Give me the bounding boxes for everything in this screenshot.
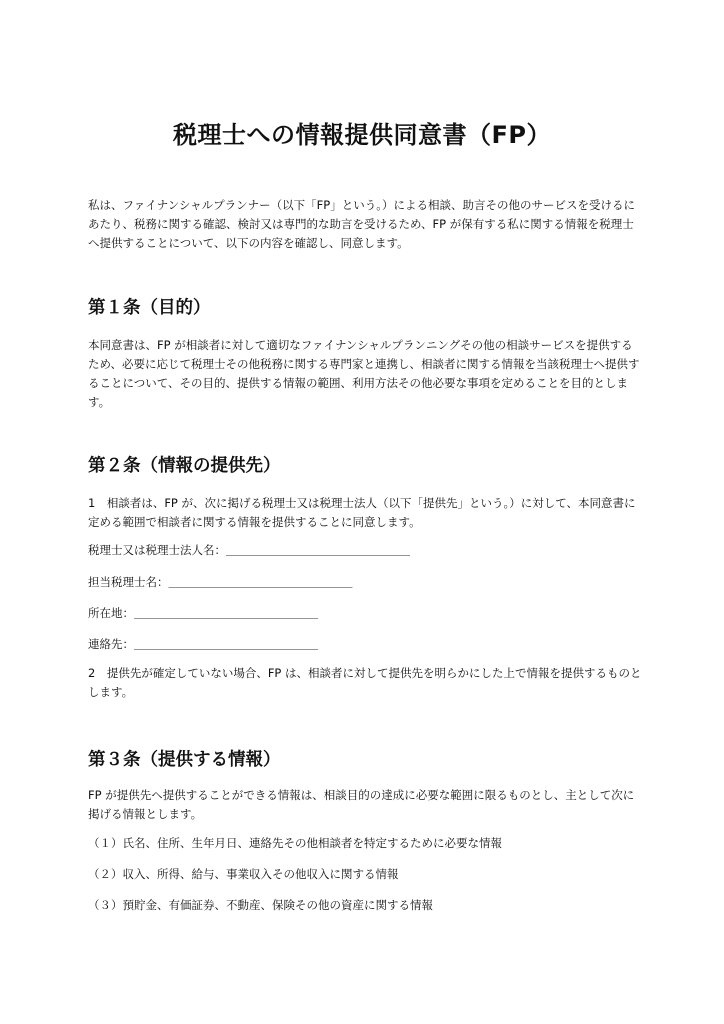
document-title: 税理士への情報提供同意書（FP） [173,121,551,149]
article-3-heading: 第３条（提供する情報） [88,750,281,770]
article-3-body: FP が提供先へ提供することができる情報は、相談目的の達成に必要な範囲に限るものとし、主として次に掲げる情報とします。 [88,788,635,821]
article-2-heading: 第２条（情報の提供先） [88,456,281,476]
article-2-clause-1: 1 相談者は、FP が、次に掲げる税理士又は税理士法人（以下「提供先」という。）に対して、本同意書に定める範囲で相談者に関する情報を提供することに同意します。 [88,496,636,529]
tax-accountant-name-field: 担当税理士名：＿＿＿＿＿＿＿＿＿＿＿＿＿＿＿＿ [88,575,353,589]
article-2-clause-2: 2 提供先が確定していない場合、FP は、相談者に対して提供先を明らかにした上で情報を提供するものとします。 [88,666,642,699]
article-1-body: 本同意書は、FP が相談者に対して適切なファイナンシャルプランニングその他の相談サービスを提供するため、必要に応じて税理士その他税務に関する専門家と連携し、相談者に関する情報を当該税理士へ提供することについて、その目的、提供する情報の範囲、利用方法その他必要な事項を定めることを目的とします。 [88,338,640,409]
article-1-heading: 第１条（目的） [88,298,211,318]
address-field: 所在地：＿＿＿＿＿＿＿＿＿＿＿＿＿＿＿＿ [88,606,318,620]
list-item: （３）預貯金、有価証券、不動産、保険その他の資産に関する情報 [88,898,433,912]
list-item: （２）収入、所得、給与、事業収入その他収入に関する情報 [88,867,399,881]
contact-field: 連絡先：＿＿＿＿＿＿＿＿＿＿＿＿＿＿＿＿ [88,637,318,651]
list-item: （１）氏名、住所、生年月日、連絡先その他相談者を特定するために必要な情報 [88,836,502,850]
firm-name-field: 税理士又は税理士法人名：＿＿＿＿＿＿＿＿＿＿＿＿＿＿＿＿ [88,543,410,557]
intro-paragraph: 私は、ファイナンシャルプランナー（以下「FP」という。）による相談、助言その他のサービスを受けるにあたり、税務に関する確認、検討又は専門的な助言を受けるため、FP が保有する私に関する情報を税理士へ提供することについて、以下の内容を確認し、同意します。 [88,198,635,250]
